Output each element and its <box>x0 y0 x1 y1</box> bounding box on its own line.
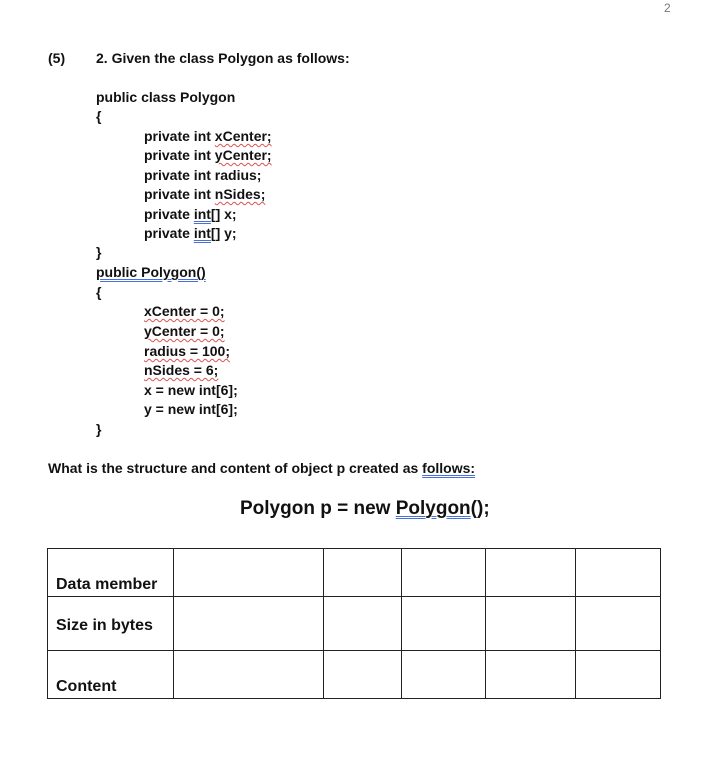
class-close-brace: } <box>96 244 102 260</box>
answer-cell[interactable] <box>486 597 576 651</box>
table-row <box>48 651 661 699</box>
table-row <box>48 549 661 597</box>
field-line: private int[] y; <box>144 225 237 241</box>
field-line: private int xCenter; <box>144 128 272 144</box>
field-line: private int nSides; <box>144 186 266 202</box>
constructor-statement: y = new int[6]; <box>144 401 238 417</box>
page-number: 2 <box>664 1 671 15</box>
question-prompt: 2. Given the class Polygon as follows: <box>96 50 350 66</box>
answer-cell[interactable] <box>576 651 661 699</box>
constructor-statement: nSides = 6; <box>144 362 219 378</box>
answer-cell[interactable] <box>402 651 486 699</box>
constructor-statement: yCenter = 0; <box>144 323 225 339</box>
answer-cell[interactable] <box>402 549 486 597</box>
answer-cell[interactable] <box>486 549 576 597</box>
answer-cell[interactable] <box>324 597 402 651</box>
answer-cell[interactable] <box>402 597 486 651</box>
answer-cell[interactable] <box>174 549 324 597</box>
row-label-data-member: Data member <box>48 549 174 597</box>
constructor-close-brace: } <box>96 421 102 437</box>
answer-cell[interactable] <box>576 597 661 651</box>
question-ask: What is the structure and content of object p created as follows: <box>48 460 476 476</box>
answer-cell[interactable] <box>486 651 576 699</box>
class-open-brace: { <box>96 108 102 124</box>
constructor-statement: x = new int[6]; <box>144 382 238 398</box>
answer-cell[interactable] <box>324 549 402 597</box>
constructor-open-brace: { <box>96 284 102 300</box>
question-marks: (5) <box>48 50 66 66</box>
answer-cell[interactable] <box>174 597 324 651</box>
class-declaration: public class Polygon <box>96 89 236 105</box>
field-line: private int[] x; <box>144 206 237 222</box>
answer-cell[interactable] <box>174 651 324 699</box>
constructor-statement: xCenter = 0; <box>144 303 225 319</box>
row-label-size-in-bytes: Size in bytes <box>48 597 174 651</box>
answer-cell[interactable] <box>324 651 402 699</box>
field-line: private int yCenter; <box>144 147 272 163</box>
answer-table <box>47 548 661 699</box>
object-creation-statement: Polygon p = new Polygon(); <box>240 498 490 519</box>
constructor-declaration: public Polygon() <box>96 264 206 280</box>
answer-cell[interactable] <box>576 549 661 597</box>
row-label-content: Content <box>48 651 174 699</box>
constructor-statement: radius = 100; <box>144 343 230 359</box>
field-line: private int radius; <box>144 167 262 183</box>
table-row <box>48 597 661 651</box>
